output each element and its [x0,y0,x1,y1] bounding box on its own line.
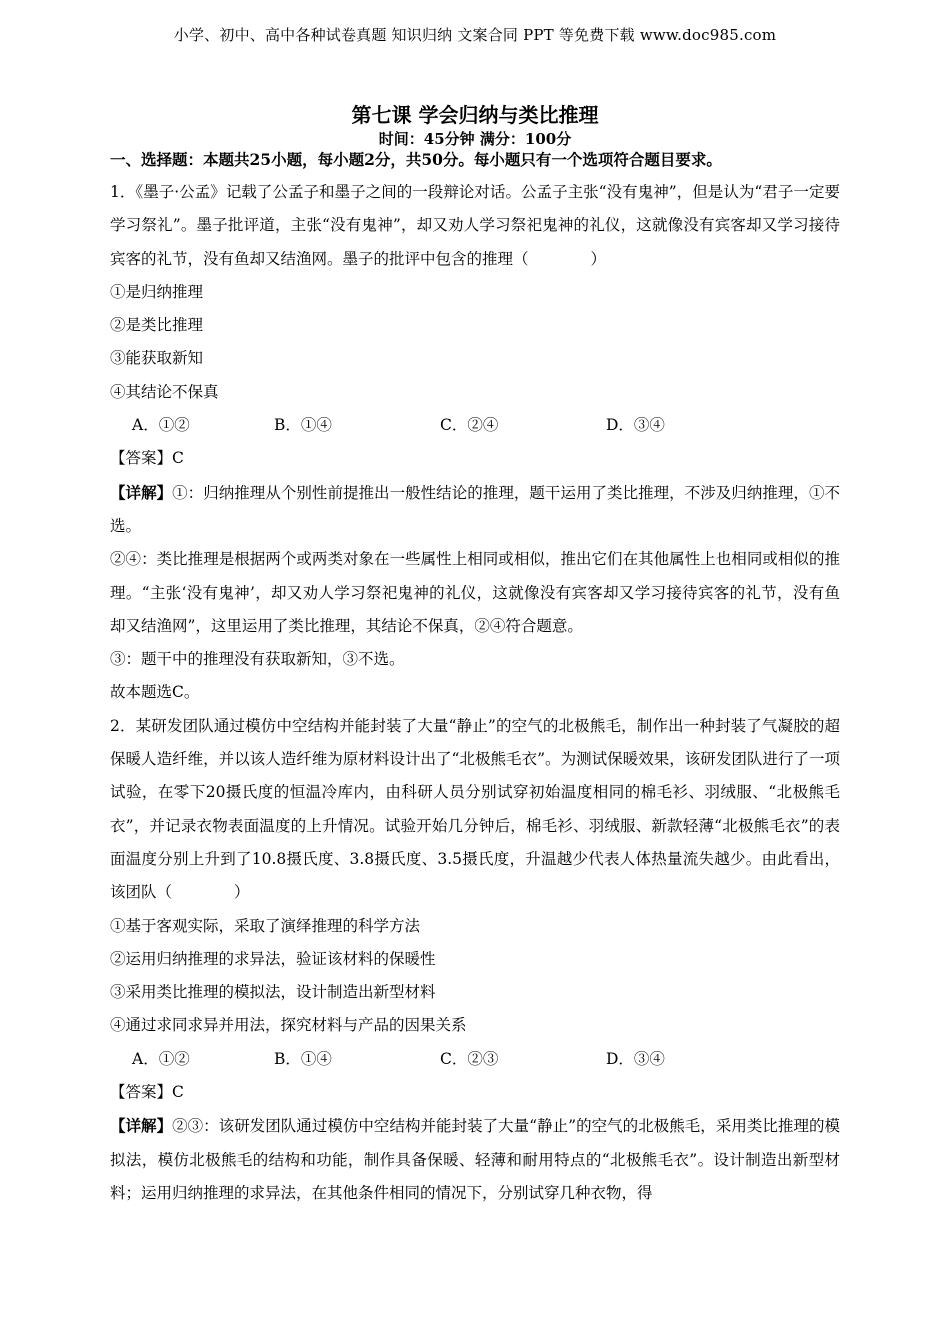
question-2-stem: 2．某研发团队通过模仿中空结构并能封装了大量“静止”的空气的北极熊毛，制作出一种封装了气凝胶的超保暖人造纤维，并以该人造纤维为原材料设计出了“北极熊毛衣”。为测试保暖效果，该研发团队进行了一项试验，在零下20摄氏度的恒温冷库内，由科研人员分别试穿初始温度相同的棉毛衫、羽绒服、“北极熊毛衣”，并记录衣物表面温度的上升情况。试验开始几分钟后，棉毛衫、羽绒服、新款轻薄“北极熊毛衣”的表面温度分别上升到了10.8摄氏度、3.8摄氏度、3.5摄氏度，升温越少代表人体热量流失越少。由此看出，该团队（ ） [110,716,840,902]
question-2-item-1: ①基于客观实际，采取了演绎推理的科学方法 [110,916,421,935]
question-1-item-2: ②是类比推理 [110,316,204,335]
question-2-option-d: D．③④ [606,1049,665,1068]
detail-label: 【详解】 [110,1116,173,1136]
page-header: 小学、初中、高中各种试卷真题 知识归纳 文案合同 PPT 等免费下载 www.doc985.com [173,26,777,44]
answer-label: 【答案】 [110,1083,173,1102]
question-1-conclusion: 故本题选C。 [110,683,200,702]
question-1-detail-2: ②④：类比推理是根据两个或两类对象在一些属性上相同或相似，推出它们在其他属性上也相同或相似的推理。“主张‘没有鬼神’，却又劝人学习祭祀鬼神的礼仪，这就像没有宾客却又学习接待宾客的礼节，没有鱼却又结渔网”，这里运用了类比推理，其结论不保真，②④符合题意。 [110,550,840,635]
question-1-answer [110,442,840,475]
question-2-options [110,1043,840,1076]
answer-value: C [172,1083,184,1102]
question-1-stem: 1．《墨子·公孟》记载了公孟子和墨子之间的一段辩论对话。公孟子主张“没有鬼神”，但是认为“君子一定要学习祭礼”。墨子批评道，主张“没有鬼神”，却又劝人学习祭祀鬼神的礼仪，这就像没有宾客却又学习接待宾客的礼节，没有鱼却又结渔网。墨子的批评中包含的推理（ ） [110,183,840,268]
question-2 [110,710,840,1210]
question-1-options [110,409,840,442]
question-2-item-2: ②运用归纳推理的求异法，验证该材料的保暖性 [110,949,436,968]
question-1-detail-3: ③：题干中的推理没有获取新知，③不选。 [110,650,405,669]
question-1-option-c: C．②④ [440,416,499,435]
question-2-option-a: A．①② [132,1049,190,1068]
question-2-option-b: B．①④ [274,1049,332,1068]
question-1-item-1: ①是归纳推理 [110,282,204,301]
question-1-option-d: D．③④ [606,416,665,435]
question-1-item-4: ④其结论不保真 [110,382,219,401]
detail-label: 【详解】 [110,482,173,502]
question-1 [110,176,840,710]
question-1-item-3: ③能获取新知 [110,349,204,368]
page-subtitle: 时间：45分钟 满分：100分 [378,130,572,148]
question-1-option-b: B．①④ [274,416,332,435]
document-body [110,150,840,1210]
question-2-detail-1 [110,1109,840,1210]
question-2-answer [110,1076,840,1109]
answer-label: 【答案】 [110,449,173,468]
question-1-detail-1 [110,476,840,544]
question-2-item-4: ④通过求同求异并用法，探究材料与产品的因果关系 [110,1016,467,1035]
section-heading: 一、选择题：本题共25小题，每小题2分，共50分。每小题只有一个选项符合题目要求。 [110,150,722,169]
detail-text: ②③：该研发团队通过模仿中空结构并能封装了大量“静止”的空气的北极熊毛，采用类比推理的模拟法，模仿北极熊毛的结构和功能，制作具备保暖、轻薄和耐用特点的“北极熊毛衣”。设计制造出新型材料；运用归纳推理的求异法，在其他条件相同的情况下，分别试穿几种衣物，得 [110,1117,840,1202]
question-2-item-3: ③采用类比推理的模拟法，设计制造出新型材料 [110,983,436,1002]
answer-value: C [172,449,184,468]
question-2-option-c: C．②③ [440,1049,499,1068]
page-title: 第七课 学会归纳与类比推理 [351,103,599,127]
question-1-option-a: A．①② [132,416,190,435]
detail-text: ①：归纳推理从个别性前提推出一般性结论的推理，题干运用了类比推理，不涉及归纳推理，①不选。 [110,483,840,535]
